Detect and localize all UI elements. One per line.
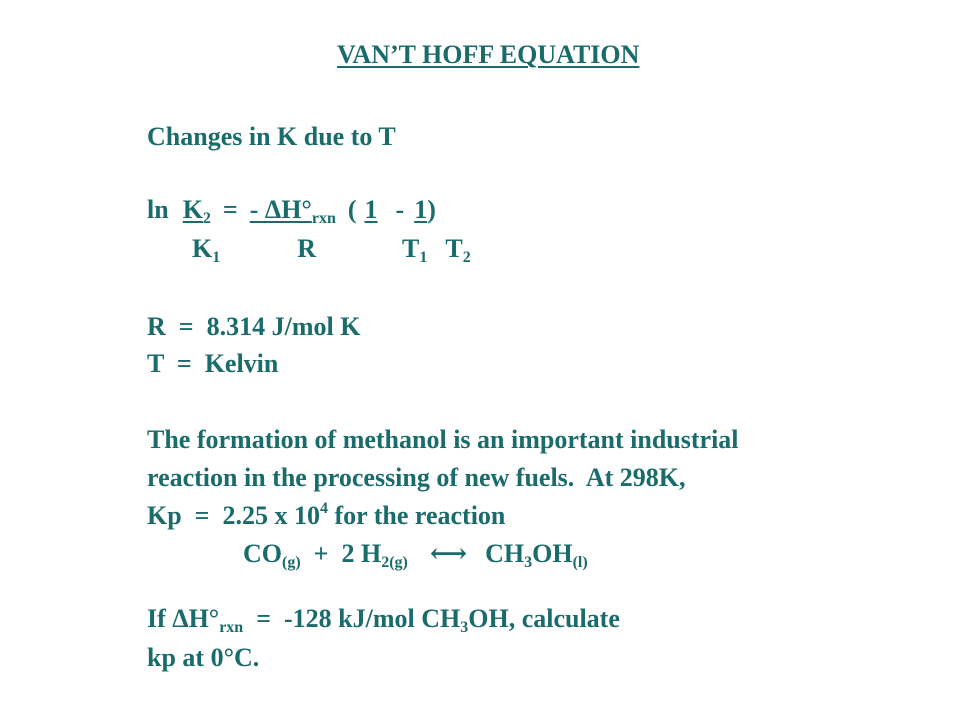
question-line-1: If $\Delta H^\circ_{rxn} = -128$ kJ/mol $CH_3OH$, calculate [147, 604, 620, 636]
numerator-k2: $K_2$ [182, 195, 211, 227]
numerator-one-a: 1 [364, 195, 378, 224]
denominator-t2: $T_2$ [445, 234, 471, 266]
problem-line-1: The formation of methanol is an important industrial [147, 425, 739, 454]
r-constant: R = 8.314 J/mol K [147, 312, 361, 341]
t-definition: T = Kelvin [147, 349, 279, 378]
open-paren: ( [347, 195, 357, 224]
equals-sign: = [222, 195, 238, 224]
numerator-one-b: 1 [414, 195, 428, 224]
kp-line: Kp = 2.25 x $10^4$ for the reaction [147, 500, 506, 530]
question-line-2: kp at 0°C. [147, 643, 260, 672]
equation-row-top [147, 195, 436, 227]
close-paren: ) [427, 195, 436, 224]
subtitle: Changes in K due to T [147, 122, 396, 151]
kp-exponent: 4 [320, 500, 328, 517]
problem-line-2: reaction in the processing of new fuels. At 298K, [147, 463, 686, 492]
ln-label: ln [147, 195, 169, 224]
page-title: VAN’T HOFF EQUATION [337, 40, 640, 69]
equation-row-bottom [192, 234, 471, 266]
equilibrium-arrow-icon: ⟷ [429, 539, 468, 568]
denominator-r: R [297, 234, 317, 263]
denominator-t1: $T_1$ [402, 234, 428, 266]
minus-sign: - [395, 195, 405, 224]
denominator-k1: $K_1$ [192, 234, 221, 266]
numerator-dh: - $\Delta H^\circ_{rxn}$ [249, 195, 336, 227]
reaction-equation: $CO_{(g)} + 2$ $H_{2(g)}$ ⟷ $CH_3OH_{(l)}$ [243, 539, 588, 571]
